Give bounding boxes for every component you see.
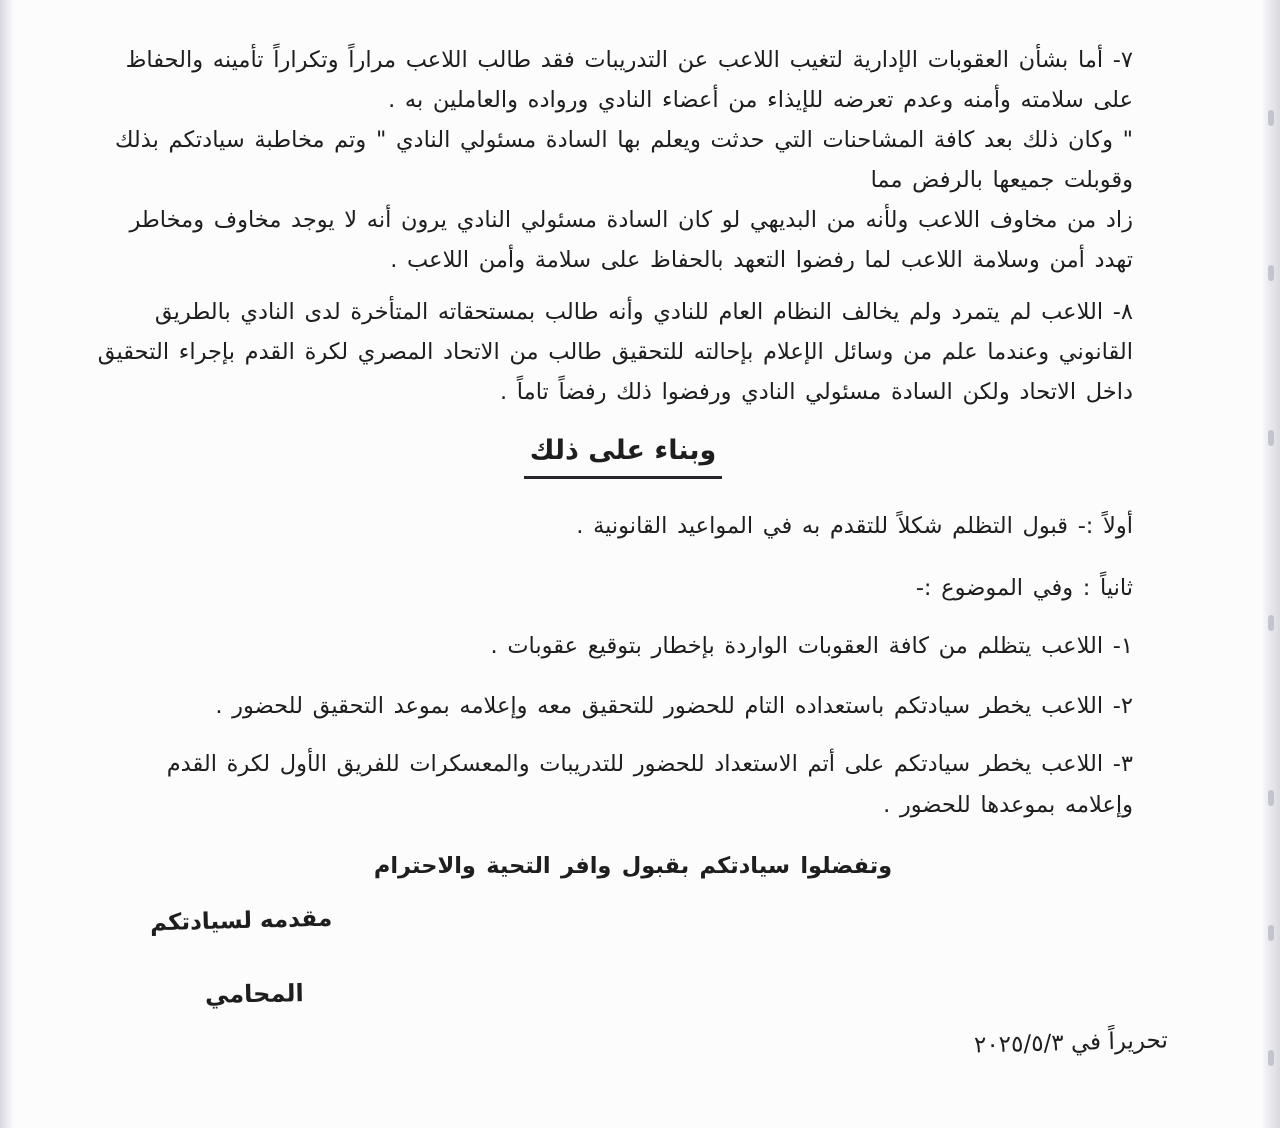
paragraph-7-line-4: وقوبلت جميعها بالرفض مما xyxy=(870,167,1133,193)
paragraph-7 xyxy=(114,40,1133,280)
paragraph-7-line-2: على سلامته وأمنه وعدم تعرضه للإيذاء من أعضاء النادي ورواده والعاملين به . xyxy=(388,87,1133,113)
paragraph-8-line-2: القانوني وعندما علم من وسائل الإعلام بإحالته للتحقيق طالب من الاتحاد المصري لكرة القدم بإجراء التحقيق xyxy=(97,339,1133,365)
second-point-text: ثانياً : وفي الموضوع :- xyxy=(915,575,1133,601)
demand-item-3 xyxy=(133,744,1133,826)
second-point xyxy=(133,568,1133,608)
scan-artifact xyxy=(1268,110,1274,126)
section-heading-wrap xyxy=(133,434,1133,479)
demand-item-2-text: ٢- اللاعب يخطر سيادتكم باستعداده التام للحضور للتحقيق معه وإعلامه بموعد التحقيق للحضور . xyxy=(215,693,1133,719)
paragraph-7-line-3: " وكان ذلك بعد كافة المشاحنات التي حدثت ويعلم بها السادة مسئولي النادي " وتم مخاطبة سيادتكم بذلك xyxy=(114,127,1133,153)
closing-salutation-text: وتفضلوا سيادتكم بقبول وافر التحية والاحترام xyxy=(373,853,893,879)
scan-artifact xyxy=(1268,1050,1274,1066)
first-point xyxy=(133,506,1133,546)
scan-artifact xyxy=(1268,615,1274,631)
paragraph-8-line-1: ٨- اللاعب لم يتمرد ولم يخالف النظام العام للنادي وأنه طالب بمستحقاته المتأخرة لدى النادي بالطريق xyxy=(154,299,1133,325)
scan-artifact xyxy=(1268,790,1274,806)
scan-artifact xyxy=(1268,265,1274,281)
paragraph-8 xyxy=(97,292,1133,412)
presented-by: مقدمه لسيادتكم xyxy=(149,905,333,937)
date-line: تحريراً في ٢٠٢٥/٥/٣ xyxy=(973,1027,1169,1059)
demand-item-1 xyxy=(133,626,1133,666)
closing-salutation xyxy=(133,846,1133,886)
paragraph-7-line-1: ٧- أما بشأن العقوبات الإدارية لتغيب اللاعب عن التدريبات فقد طالب اللاعب مراراً وتكراراً تأمينه والحفاظ xyxy=(125,47,1133,73)
scan-artifact xyxy=(1268,925,1274,941)
scan-edge-left xyxy=(0,0,15,1128)
signature-title-lawyer: المحامي xyxy=(204,979,305,1009)
section-heading: وبناء على ذلك xyxy=(524,434,723,479)
demand-item-3-line-1: ٣- اللاعب يخطر سيادتكم على أتم الاستعداد للحضور للتدريبات والمعسكرات للفريق الأول لكرة القدم xyxy=(166,751,1133,777)
paragraph-7-line-6: تهدد أمن وسلامة اللاعب لما رفضوا التعهد بالحفاظ على سلامة وأمن اللاعب . xyxy=(390,247,1133,273)
paragraph-7-line-5: زاد من مخاوف اللاعب ولأنه من البديهي لو كان السادة مسئولي النادي يرون أنه لا يوجد مخاوف ومخاطر xyxy=(129,207,1133,233)
demand-item-3-line-2: وإعلامه بموعدها للحضور . xyxy=(883,792,1133,818)
demand-item-1-text: ١- اللاعب يتظلم من كافة العقوبات الواردة بإخطار بتوقيع عقوبات . xyxy=(490,633,1133,659)
scan-edge-right xyxy=(1261,0,1280,1128)
first-point-text: أولاً :- قبول التظلم شكلاً للتقدم به في المواعيد القانونية . xyxy=(576,513,1133,539)
scan-artifact xyxy=(1268,430,1274,446)
paragraph-8-line-3: داخل الاتحاد ولكن السادة مسئولي النادي ورفضوا ذلك رفضاً تاماً . xyxy=(499,379,1133,405)
demand-item-2 xyxy=(133,686,1133,726)
